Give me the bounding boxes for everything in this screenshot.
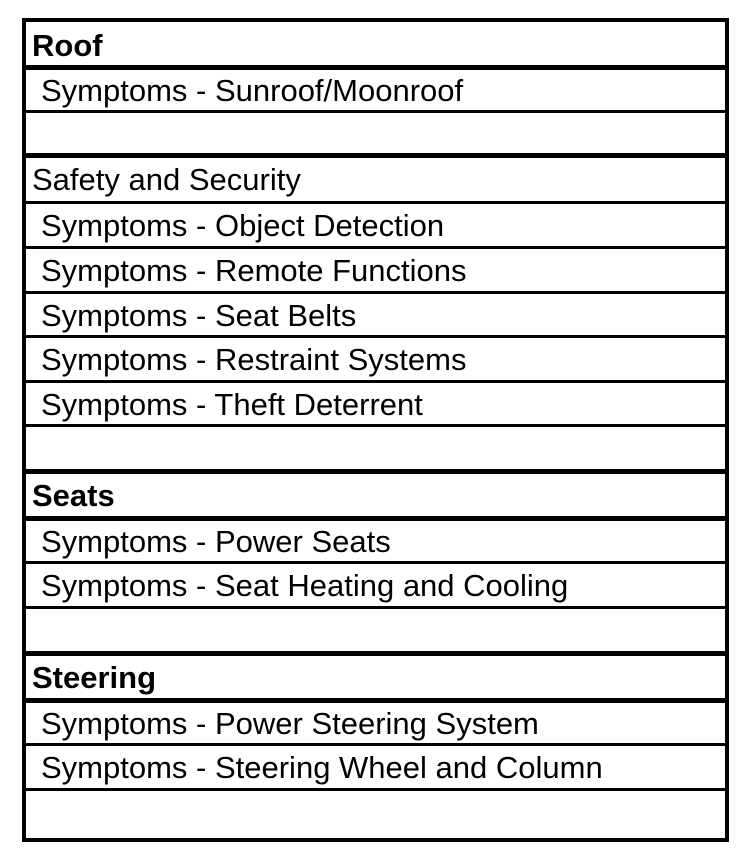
section-heading: [26, 156, 725, 203]
item-label: Symptoms - Remote Functions: [41, 253, 467, 288]
row-divider: [26, 153, 725, 158]
item-label: Symptoms - Object Detection: [41, 208, 445, 243]
list-item: [26, 248, 725, 293]
row-divider: [26, 469, 725, 474]
list-item: [26, 382, 725, 426]
item-label: Symptoms - Theft Deterrent: [41, 386, 423, 422]
row-divider: [26, 335, 725, 338]
blank-row: [26, 790, 725, 838]
row-divider: [26, 698, 725, 703]
item-label: Symptoms - Power Steering System: [41, 705, 539, 741]
section-heading: [26, 472, 725, 519]
item-label: Symptoms - Steering Wheel and Column: [41, 750, 603, 785]
row-divider: [26, 743, 725, 746]
section-title: Seats: [32, 478, 115, 513]
row-divider: [26, 201, 725, 204]
section-title: Steering: [32, 660, 157, 695]
row-divider: [26, 516, 725, 521]
item-label: Symptoms - Seat Heating and Cooling: [41, 568, 569, 603]
list-item: [26, 203, 725, 248]
list-item: [26, 745, 725, 790]
item-label: Symptoms - Restraint Systems: [41, 342, 467, 377]
row-divider: [26, 110, 725, 113]
blank-row: [26, 608, 725, 654]
section-title: Safety and Security: [32, 162, 301, 197]
list-item: [26, 337, 725, 382]
list-item: [26, 293, 725, 337]
item-label: Symptoms - Sunroof/Moonroof: [41, 72, 464, 108]
row-divider: [26, 788, 725, 791]
row-divider: [26, 380, 725, 383]
blank-row: [26, 112, 725, 156]
item-label: Symptoms - Power Seats: [41, 523, 391, 559]
section-heading: [26, 22, 725, 68]
row-divider: [26, 424, 725, 427]
blank-row: [26, 426, 725, 472]
item-label: Symptoms - Seat Belts: [41, 297, 357, 333]
section-title: Roof: [32, 27, 103, 63]
row-divider: [26, 291, 725, 294]
list-item: [26, 563, 725, 608]
list-item: [26, 701, 725, 745]
row-divider: [26, 606, 725, 609]
row-divider: [26, 65, 725, 70]
list-item: [26, 519, 725, 563]
list-item: [26, 68, 725, 112]
row-divider: [26, 246, 725, 249]
row-divider: [26, 561, 725, 564]
section-heading: [26, 654, 725, 701]
symptoms-table: [22, 18, 729, 842]
row-divider: [26, 651, 725, 656]
